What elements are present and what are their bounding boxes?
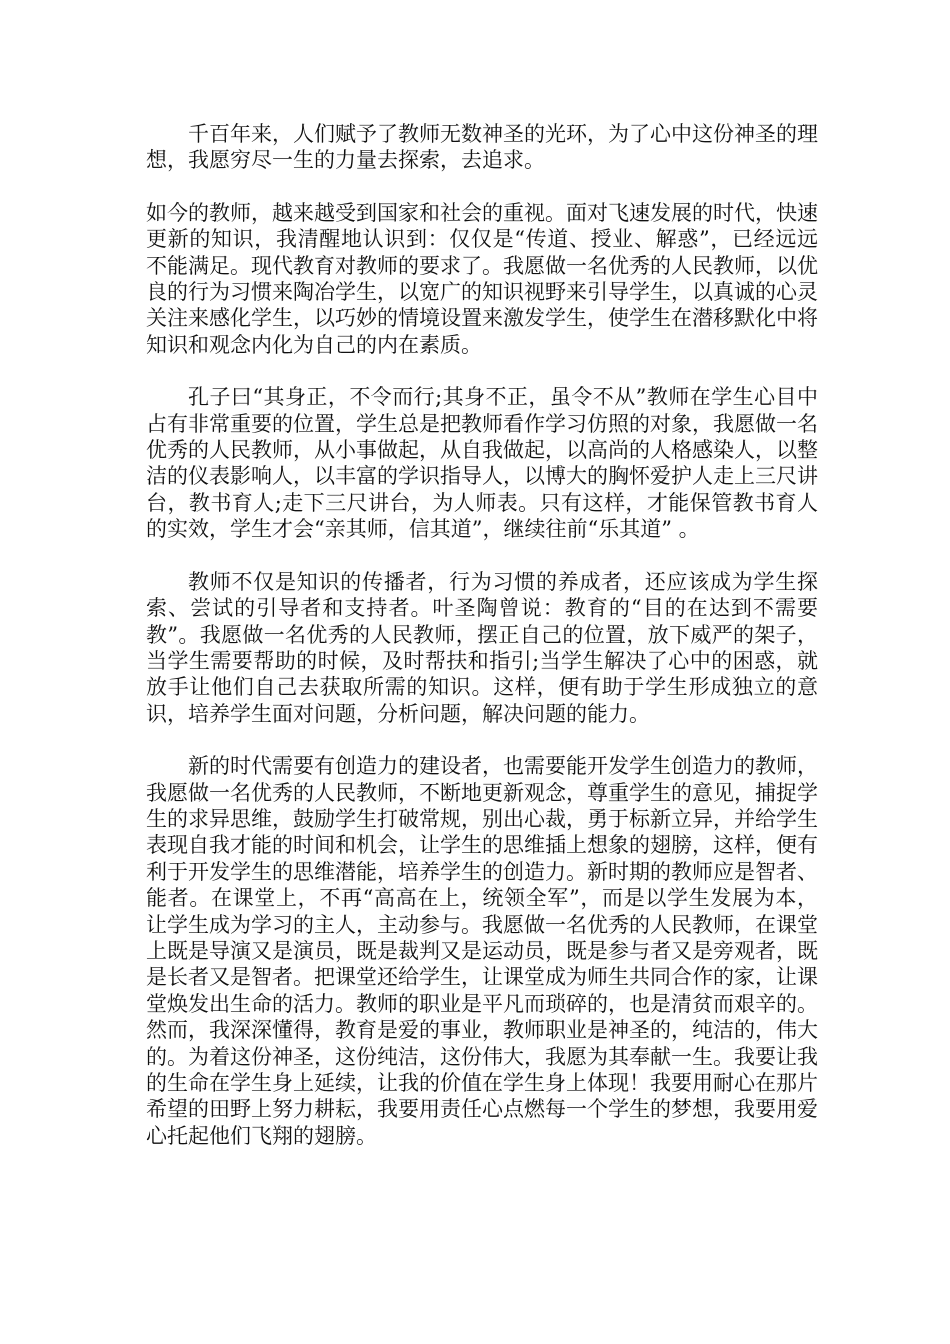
paragraph-2: 如今的教师，越来越受到国家和社会的重视。面对飞速发展的时代，快速更新的知识，我清醒地认识到：仅仅是“传道、授业、解惑”，已经远远不能满足。现代教育对教师的要求了。我愿做一名优秀的人民教师，以优良的行为习惯来陶冶学生，以宽广的知识视野来引导学生，以真诚的心灵关注来感化学生，以巧妙的情境设置来激发学生，使学生在潜移默化中将知识和观念内化为自己的内在素质。: [146, 200, 818, 357]
paragraph-1: 千百年来，人们赋予了教师无数神圣的光环，为了心中这份神圣的理想，我愿穷尽一生的力量去探索，去追求。: [146, 122, 818, 173]
paragraph-4: 教师不仅是知识的传播者，行为习惯的养成者，还应该成为学生探索、尝试的引导者和支持者。叶圣陶曾说：教育的“目的在达到不需要教”。我愿做一名优秀的人民教师，摆正自己的位置，放下威严的架子，当学生需要帮助的时候，及时帮扶和指引;当学生解决了心中的困惑，就放手让他们自己去获取所需的知识。这样，便有助于学生形成独立的意识，培养学生面对问题，分析问题，解决问题的能力。: [146, 569, 818, 726]
document-body: [146, 121, 818, 1149]
paragraph-5: 新的时代需要有创造力的建设者，也需要能开发学生创造力的教师，我愿做一名优秀的人民教师，不断地更新观念，尊重学生的意见，捕捉学生的求异思维，鼓励学生打破常规，别出心裁，勇于标新立异，并给学生表现自我才能的时间和机会，让学生的思维插上想象的翅膀，这样，便有利于开发学生的思维潜能，培养学生的创造力。新时期的教师应是智者、能者。在课堂上，不再“高高在上，统领全军”，而是以学生发展为本，让学生成为学习的主人，主动参与。我愿做一名优秀的人民教师，在课堂上既是导演又是演员，既是裁判又是运动员，既是参与者又是旁观者，既是长者又是智者。把课堂还给学生，让课堂成为师生共同合作的家，让课堂焕发出生命的活力。教师的职业是平凡而琐碎的，也是清贫而艰辛的。然而，我深深懂得，教育是爱的事业，教师职业是神圣的，纯洁的，伟大的。为着这份神圣，这份纯洁，这份伟大，我愿为其奉献一生。我要让我的生命在学生身上延续，让我的价值在学生身上体现！我要用耐心在那片希望的田野上努力耕耘，我要用责任心点燃每一个学生的梦想，我要用爱心托起他们飞翔的翅膀。: [146, 754, 818, 1148]
paragraph-3: 孔子曰“其身正，不令而行;其身不正，虽令不从”教师在学生心目中占有非常重要的位置，学生总是把教师看作学习仿照的对象，我愿做一名优秀的人民教师，从小事做起，从自我做起，以高尚的人格感染人，以整洁的仪表影响人，以丰富的学识指导人，以博大的胸怀爱护人走上三尺讲台，教书育人;走下三尺讲台，为人师表。只有这样，才能保管教书育人的实效，学生才会“亲其师，信其道”，继续往前“乐其道” 。: [146, 385, 818, 542]
